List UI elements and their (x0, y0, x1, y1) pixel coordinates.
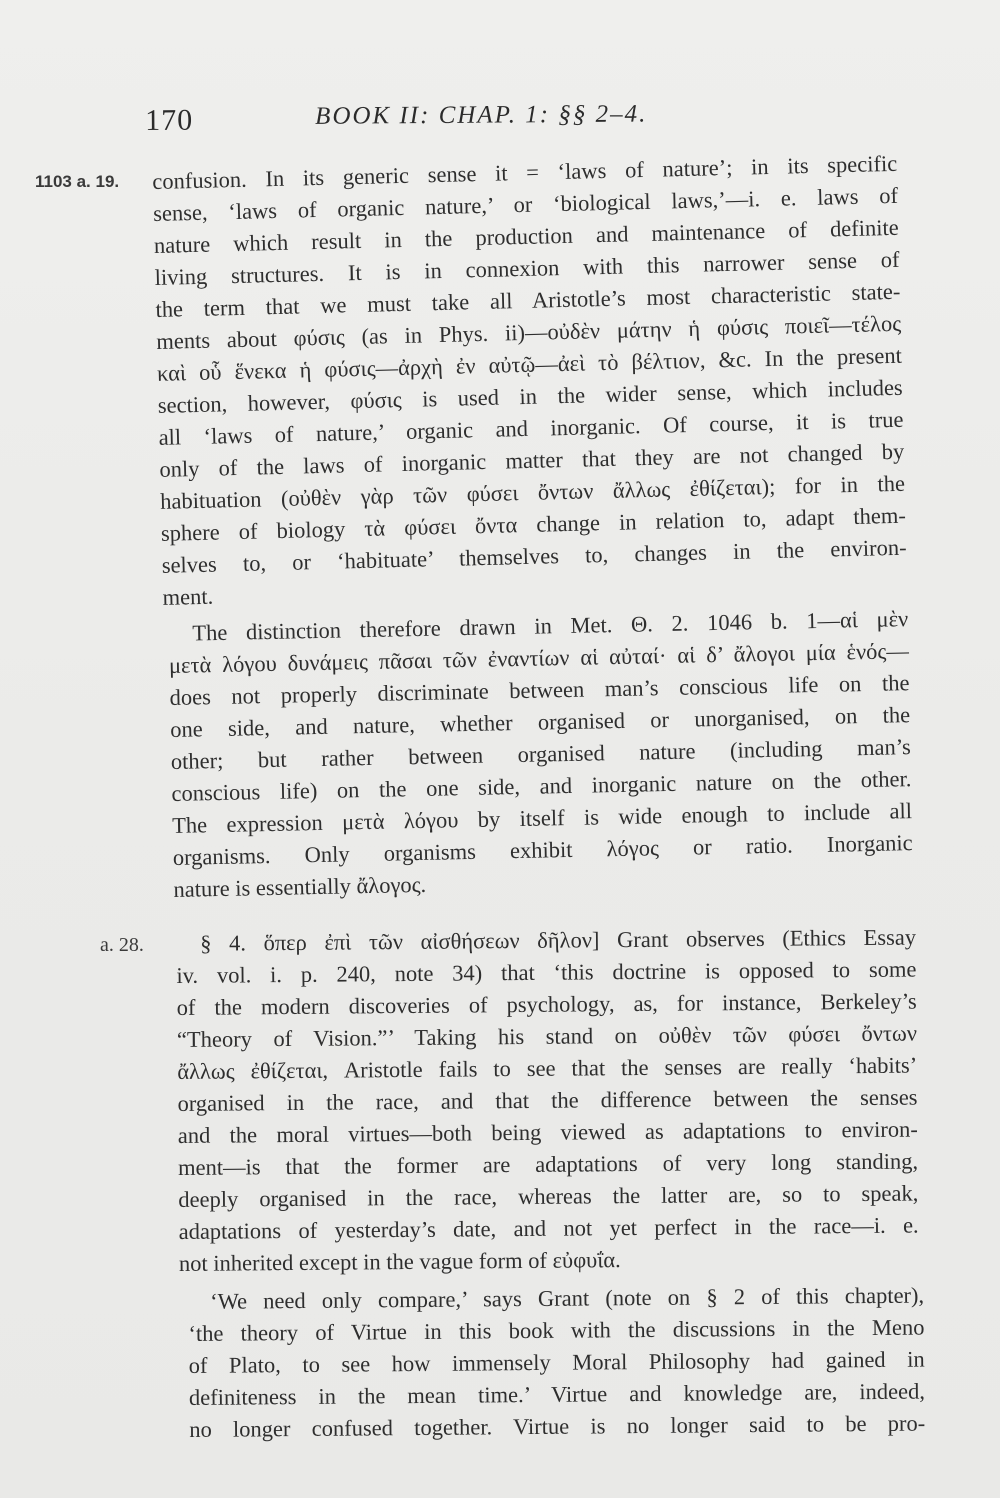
text-line: living structures. It is in connexion with this narrower sense of (154, 246, 900, 290)
paragraph (152, 148, 908, 616)
text-line: confusion. In its generic sense it = ‘laws of nature’; in its specific (152, 150, 898, 194)
text-line: only of the laws of inorganic matter that they are not changed by (159, 438, 905, 482)
text-line: organised in the race, and that the difference between the senses (177, 1084, 918, 1116)
text-line: The distinction therefore drawn in Met. Θ. 2. 1046 b. 1—αἱ μὲν (192, 606, 909, 646)
text-line: all ‘laws of nature,’ organic and inorganic. Of course, it is true (158, 406, 904, 450)
text-line: and the moral virtues—both being viewed as adaptations to environ- (177, 1116, 918, 1148)
text-line: ment—is that the former are adaptations of very long standing, (177, 1148, 919, 1180)
text-line: one side, and nature, whether organised or unorganised, on the (169, 702, 911, 742)
text-line: selves to, or ‘habituate’ themselves to, changes in the environ- (161, 534, 907, 578)
text-line: § 4. ὅπερ ἐπὶ τῶν αἰσθήσεων δῆλον] Grant observes (Ethics Essay (200, 924, 917, 956)
text-line: iv. vol. i. p. 240, note 34) that ‘this doctrine is opposed to some (176, 956, 917, 988)
margin-reference: a. 28. (100, 934, 144, 956)
text-line: ment. (162, 583, 214, 610)
text-line: habituation (οὐθὲν γὰρ τῶν φύσει ὄντων ἄλλως ἐθίζεται); for in the (159, 470, 906, 514)
paragraph (188, 1280, 925, 1456)
text-line: conscious life) on the one side, and inorganic nature on the other. (171, 766, 912, 806)
text-line: of Plato, to see how immensely Moral Philosophy had gained in (188, 1346, 925, 1378)
text-line: of the modern discoveries of psychology, as, for instance, Berkeley’s (176, 988, 917, 1020)
text-line: the term that we must take all Aristotle’s most characteristic state- (155, 278, 901, 322)
paragraph (176, 922, 919, 1288)
text-line: sphere of biology τὰ φύσει ὄντα change in relation to, adapt them- (160, 502, 907, 546)
running-head: BOOK II: CHAP. 1: §§ 2–4. (315, 100, 648, 130)
text-line: nature is essentially ἄλογος. (173, 871, 427, 902)
text-line: μετὰ λόγου δυνάμεις πᾶσαι τῶν ἐναντίων αἱ αὐταί· αἱ δ’ ἄλογοι μία ἑνός— (168, 638, 910, 678)
text-line: section, however, φύσις is used in the wider sense, which includes (157, 374, 903, 418)
text-line: not inherited except in the vague form of εὐφυΐα. (178, 1247, 621, 1276)
text-line: καὶ οὗ ἕνεκα ἡ φύσις—ἀρχὴ ἐν αὐτῷ—ἀεὶ τὸ βέλτιον, &c. In the present (156, 342, 903, 386)
text-line: deeply organised in the race, whereas the latter are, so to speak, (178, 1180, 919, 1212)
text-line: ments about φύσις (as in Phys. ii)—οὐδὲν μάτην ἡ φύσις ποιεῖ—τέλος (155, 310, 902, 354)
text-line: other; but rather between organised nature (including man’s (170, 734, 911, 774)
text-line: ‘We need only compare,’ says Grant (note on § 2 of this chapter), (210, 1282, 925, 1314)
text-line: sense, ‘laws of organic nature,’ or ‘biological laws,’—i. e. laws of (152, 182, 899, 226)
text-line: The expression μετὰ λόγου by itself is wide enough to include all (171, 798, 913, 838)
text-line: nature which result in the production and maintenance of definite (153, 214, 900, 258)
page-number: 170 (145, 103, 194, 137)
text-line: definiteness in the mean time.’ Virtue and knowledge are, indeed, (188, 1378, 926, 1410)
text-line: adaptations of yesterday’s date, and not yet perfect in the race—i. e. (178, 1212, 919, 1244)
text-line: no longer confused together. Virtue is no longer said to be pro- (189, 1410, 926, 1442)
margin-reference: 1103 a. 19. (35, 172, 120, 191)
text-line: does not properly discriminate between man’s conscious life on the (169, 670, 910, 710)
paragraph (168, 603, 914, 908)
text-line: organisms. Only organisms exhibit λόγος or ratio. Inorganic (172, 830, 913, 870)
text-line: “Theory of Vision.”’ Taking his stand on οὐθὲν τῶν φύσει ὄντων (176, 1020, 918, 1052)
text-line: ‘the theory of Virtue in this book with the discussions in the Meno (188, 1314, 925, 1346)
text-line: ἄλλως ἐθίζεται, Aristotle fails to see that the senses are really ‘habits’ (177, 1052, 918, 1084)
